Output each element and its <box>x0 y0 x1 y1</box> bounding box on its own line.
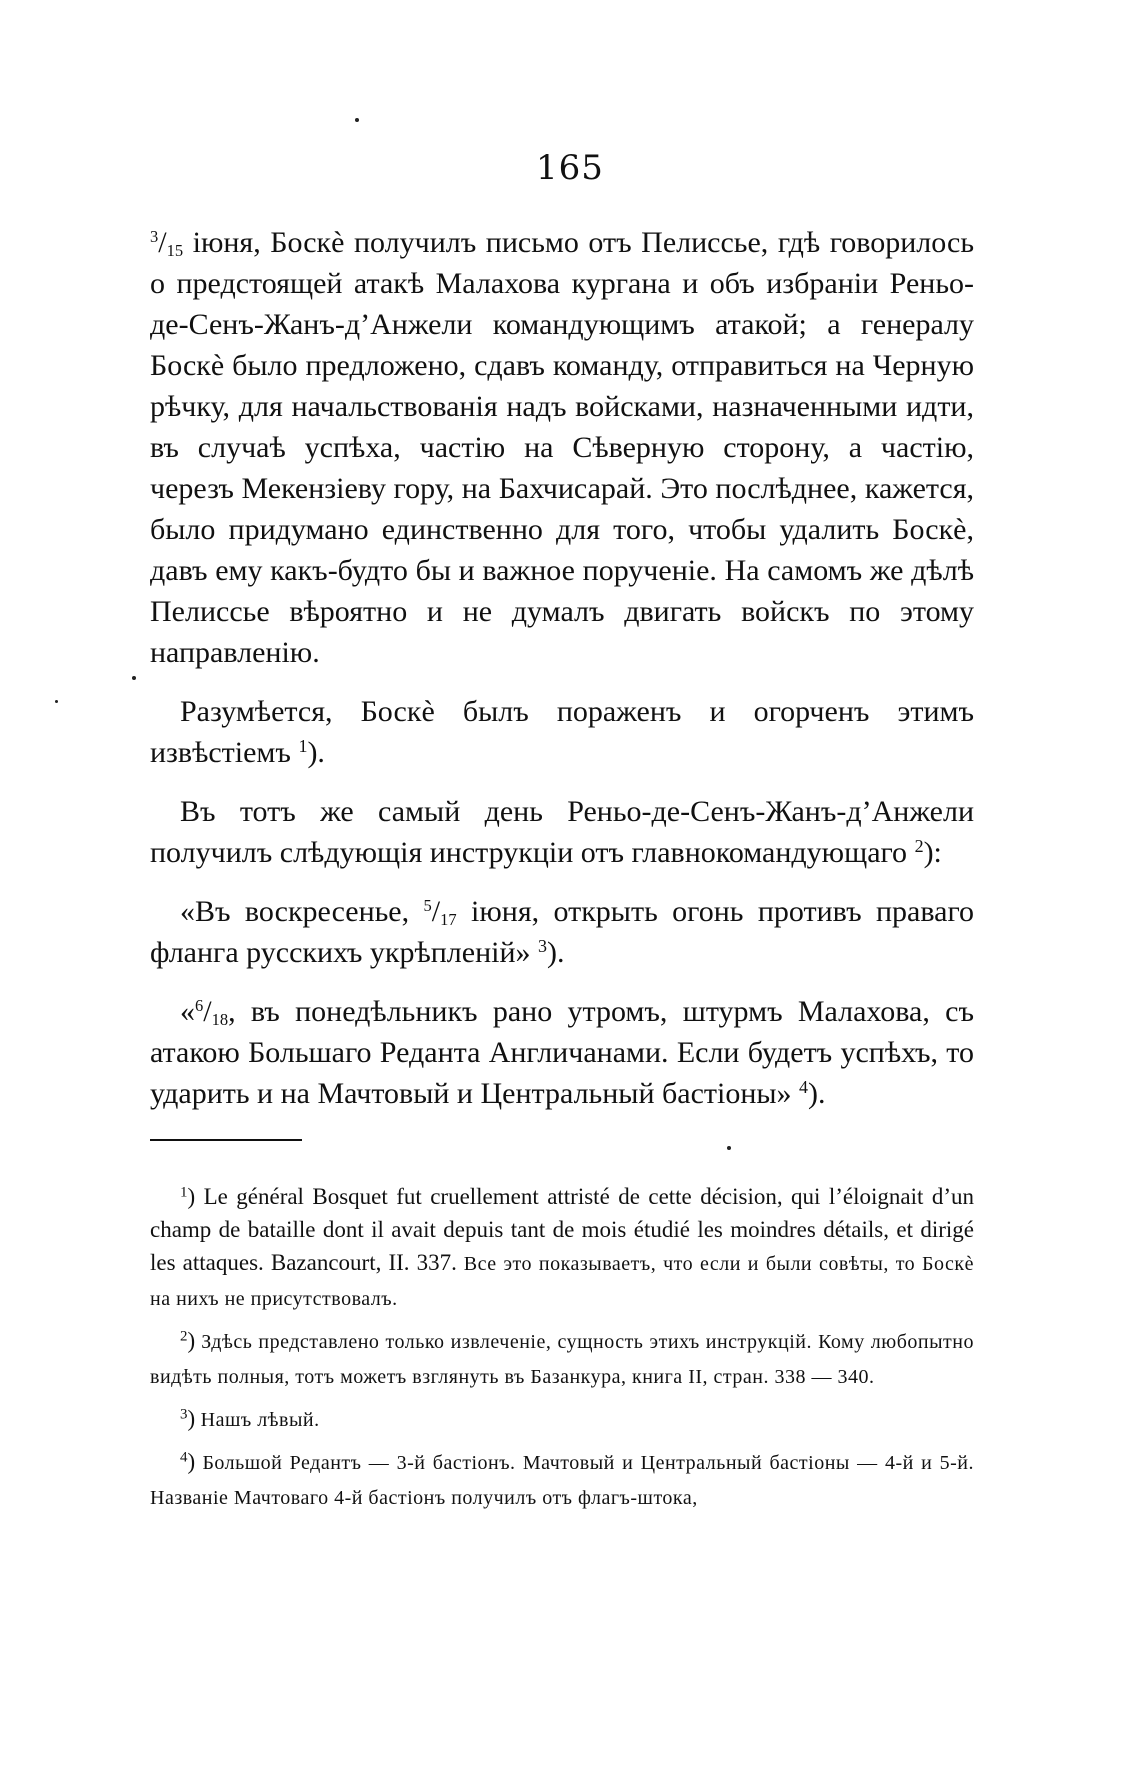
paragraph-4-tail: ). <box>547 936 565 969</box>
paragraph-2-text: Разумѣется, Боскѐ былъ пораженъ и огорченъ этимъ извѣстіемъ <box>150 695 974 769</box>
scan-speck <box>132 676 136 680</box>
footnote-3-text: Нашъ лѣвый. <box>195 1409 320 1431</box>
paragraph-1-text: іюня, Боскѐ получилъ письмо отъ Пелиссье, гдѣ говорилось о предстоящей атакѣ Малахова кургана и объ избраніи Реньо-де-Сенъ-Жанъ-д’Анжели командующимъ атакой; а генералу Боскѐ было предложено, сдавъ команду, отправиться на Черную рѣчку, для начальствованія надъ войсками, назначенными идти, въ случаѣ успѣха, частію на Сѣверную сторону, а частію, черезъ Мекензіеву гору, на Бахчисарай. Это послѣднее, кажется, было придумано единственно для того, чтобы удалить Боскѐ, давъ ему какъ-будто бы и важное порученіе. На самомъ же дѣлѣ Пелиссье вѣроятно и не думалъ двигать войскъ по этому направленію. <box>150 226 974 669</box>
footnote-1-french: Le général Bosquet fut cruellement attristé de cette décision, qui l’éloignait d’un champ de bataille dont il avait depuis tant de mois étudié les moindres détails, et dirigé les attaques. Bazancourt, II. 337. <box>150 1184 974 1275</box>
date-fraction-numerator: 6 <box>195 996 204 1016</box>
footnote-ref-2: 2 <box>914 836 924 857</box>
footnote-2-mark: 2 <box>180 1328 188 1345</box>
date-fraction-denominator: 17 <box>440 910 457 930</box>
paragraph-3-text: Въ тотъ же самый день Реньо-де-Сенъ-Жанъ-д’Анжели получилъ слѣдующія инструкціи отъ главнокомандующаго <box>150 795 974 869</box>
paragraph-4-text: іюня, открыть огонь противъ праваго фланга русскихъ укрѣпленій» <box>150 895 975 969</box>
paragraph-5 <box>150 991 974 1114</box>
footnote-ref-3: 3 <box>538 936 548 957</box>
footnote-4 <box>150 1445 974 1515</box>
date-fraction-denominator: 15 <box>166 241 184 261</box>
footnote-1-paren: ) <box>187 1184 196 1209</box>
footnote-4-text: Большой Редантъ — 3-й бастіонъ. Мачтовый и Центральный бастіоны — 4-й и 5-й. Названіе Мачтоваго 4-й бастіонъ получилъ отъ флагъ-штока, <box>150 1452 974 1509</box>
date-fraction-slash: / <box>203 995 212 1028</box>
footnote-1-russian: Все это показываетъ, что если и были совѣты, то Боскѐ на нихъ не присутствовалъ. <box>150 1253 974 1310</box>
main-text <box>150 222 974 1132</box>
date-fraction-slash: / <box>431 895 441 928</box>
footnote-1-mark: 1 <box>180 1184 188 1201</box>
scan-speck <box>355 118 359 122</box>
footnote-separator <box>150 1139 302 1141</box>
footnote-ref-4: 4 <box>799 1077 809 1098</box>
paragraph-5-text: , въ понедѣльникъ рано утромъ, штурмъ Малахова, съ атакою Большаго Реданта Англичанами. Если будетъ успѣхъ, то ударить и на Мачтовый и Центральный бастіоны» <box>150 995 974 1110</box>
footnotes <box>150 1180 974 1523</box>
footnote-2-paren: ) <box>187 1328 196 1353</box>
scan-speck <box>727 1146 731 1150</box>
scan-speck <box>55 700 58 703</box>
date-fraction-slash: / <box>158 226 167 259</box>
paragraph-2-tail: ). <box>307 736 325 769</box>
footnote-4-paren: ) <box>187 1449 196 1474</box>
date-fraction-denominator: 18 <box>211 1010 229 1030</box>
footnote-4-mark: 4 <box>180 1449 188 1466</box>
footnote-3-paren: ) <box>187 1406 196 1431</box>
footnote-1 <box>150 1180 974 1316</box>
paragraph-5-tail: ). <box>808 1077 826 1110</box>
paragraph-2 <box>150 691 974 773</box>
footnote-3-mark: 3 <box>180 1406 188 1423</box>
footnote-ref-1: 1 <box>298 736 308 757</box>
footnote-2 <box>150 1324 974 1394</box>
date-fraction-numerator: 5 <box>423 896 432 916</box>
paragraph-1 <box>150 222 974 673</box>
date-fraction-numerator: 3 <box>150 227 159 247</box>
footnote-3 <box>150 1402 974 1437</box>
page-number: 165 <box>536 148 604 188</box>
paragraph-3 <box>150 791 974 873</box>
paragraph-4-lead: «Въ воскресенье, <box>180 895 424 928</box>
footnote-2-text: Здѣсь представлено только извлеченіе, сущность этихъ инструкцій. Кому любопытно видѣть полныя, тотъ можетъ взглянуть въ Базанкура, книга II, стран. 338 — 340. <box>150 1331 974 1388</box>
paragraph-3-tail: ): <box>923 836 942 869</box>
paragraph-4 <box>150 891 974 973</box>
paragraph-5-lead: « <box>180 995 195 1028</box>
